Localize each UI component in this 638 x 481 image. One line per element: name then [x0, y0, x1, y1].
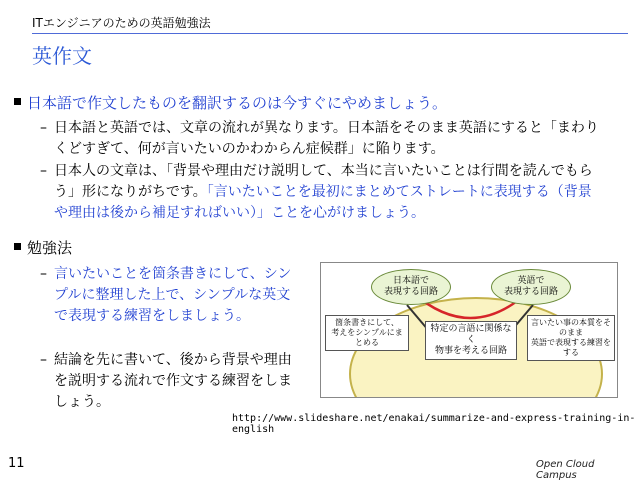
bullet-square-icon: [14, 243, 21, 250]
sub-item-bullet-points: [40, 264, 298, 327]
dash-icon: –: [40, 266, 47, 282]
english-practice-box: 言いたい事の本質をそのまま 英語で表現する練習をする: [527, 315, 615, 361]
language-free-thinking-box: 特定の言語に関係なく 物事を考える回路: [425, 321, 517, 360]
sub-item-flow: [40, 118, 600, 160]
sub-item-japanese-style-prefix: 日本人の文章は、「背景や理由だけ説明して、本当に言いたいことは行間を読んでもらう」形になりがちです。: [54, 163, 593, 200]
dash-icon: –: [40, 163, 47, 179]
dash-icon: –: [40, 352, 47, 368]
bullet-summary-box: 箇条書きにして、 考えをシンプルにまとめる: [325, 315, 409, 351]
dash-icon: –: [40, 120, 47, 136]
source-link[interactable]: http://www.slideshare.net/enakai/summarize-and-express-training-in-english: [232, 413, 636, 435]
sub-item-japanese-style: [40, 161, 600, 224]
sub-item-flow-text: 日本語と英語では、文章の流れが異なります。日本語をそのまま英語にすると「まわりくどすぎて、何が言いたいのかわからん症候群」に陥ります。: [54, 120, 599, 157]
page-number: 11: [8, 456, 25, 471]
bullet-study-method-text: 勉強法: [27, 239, 73, 257]
thinking-circuit-diagram: [320, 262, 618, 398]
sub-item-japanese-style-text: [54, 161, 600, 224]
bullet-square-icon: [14, 98, 21, 105]
header-divider: [32, 33, 628, 34]
bullet-translation-text: 日本語で作文したものを翻訳するのは今すぐにやめましょう。: [27, 94, 448, 112]
english-circuit-bubble: 英語で 表現する回路: [491, 269, 571, 305]
slide-title: 英作文: [32, 44, 92, 68]
bullet-translation: [14, 92, 447, 114]
sub-item-bullet-points-text: 言いたいことを箇条書きにして、シンプルに整理した上で、シンプルな英文で表現する練習をしましょう。: [54, 266, 292, 324]
sub-item-conclusion-first: [40, 350, 298, 413]
footer-brand: Open Cloud Campus: [536, 459, 595, 481]
sub-item-japanese-style-highlight: 「言いたいことを最初にまとめてストレートに表現する（背景や理由は後から補足すればいい）」ことを心がけましょう。: [54, 184, 592, 221]
sub-item-conclusion-first-text: 結論を先に書いて、後から背景や理由を説明する流れで作文する練習をしましょう。: [54, 352, 292, 410]
japanese-circuit-bubble: 日本語で 表現する回路: [371, 269, 451, 305]
bullet-study-method: [14, 237, 72, 259]
slide-header: ITエンジニアのための英語勉強法: [32, 16, 211, 30]
